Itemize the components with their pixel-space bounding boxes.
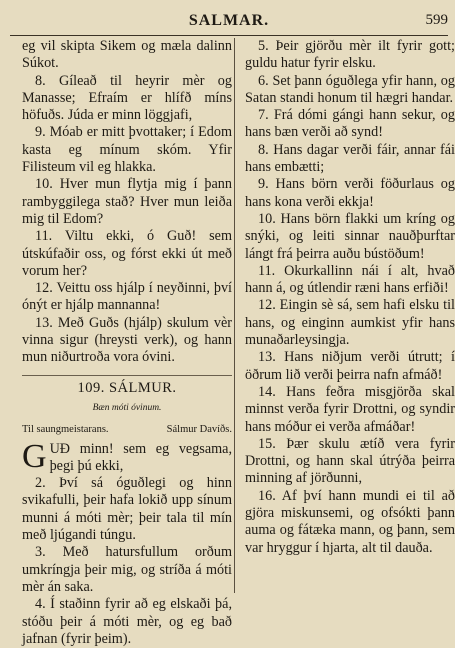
opening-verse (22, 437, 232, 476)
page-header (10, 12, 448, 34)
verse: eg vil skipta Sikem og mæla dalinn Súkot. (22, 38, 232, 72)
verse: 7. Frá dómi gángi hann sekur, og hans bæn verði að synd! (245, 107, 455, 141)
verse: 6. Set þann óguðlega yfir hann, og Satan standi honum til hægri handar. (245, 72, 455, 106)
verse: 2. Því sá óguðlegi og hinn svikafulli, þeir hafa lokið upp sínum munni á móti mèr; þeir tala til mín með ljúgandi túngu. (22, 475, 232, 544)
verse: 9. Móab er mitt þvottaker; í Edom kasta eg mínum skóm. Yfir Filisteum vil eg hlakka. (22, 124, 232, 176)
verse: 11. Viltu ekki, ó Guð! sem útskúfaðir oss, og fórst ekki út með vorum her? (22, 228, 232, 279)
verse: 10. Hver mun flytja mig í þann rambyggilega stað? Hver mun leiða mig til Edom? (22, 176, 232, 227)
drop-cap: G (22, 437, 47, 475)
verse: 4. Í staðinn fyrir að eg elskaði þá, stóðu þeir á móti mèr, og eg bað jafnan (fyrir þeim). (22, 596, 232, 647)
psalm-dedication (22, 421, 232, 438)
opening-verse-text: UÐ minn! sem eg vegsama, þegi þú ekki, (49, 440, 232, 474)
verse: 13. Með Guðs (hjálp) skulum vèr vinna sigur (hreysti verk), og hann mun niðurtroða vora óvini. (22, 314, 232, 366)
verse: 8. Hans dagar verði fáir, annar fái hans embætti; (245, 141, 455, 176)
psalm-subtitle: Bæn móti óvinum. (92, 402, 162, 413)
verse: 12. Veittu oss hjálp í neyðinni, því ónýt er hjálp mannanna! (22, 280, 232, 314)
verse: 15. Þær skulu ætíð vera fyrir Drottni, og hann skal útrýða þeirra minning af jörðunni, (245, 435, 455, 487)
header-rule (10, 35, 448, 36)
dedication-left: Til saungmeistarans. (22, 424, 109, 436)
running-title: SALMAR. (188, 12, 270, 29)
dedication-right: Sálmur Davíðs. (166, 424, 232, 436)
verse: 11. Okurkallinn nái í alt, hvað hann á, og útlendir ræni hans erfiði! (245, 262, 455, 297)
right-column (245, 38, 455, 557)
column-divider (234, 38, 235, 593)
verse: 12. Eingin sè sá, sem hafi elsku til hans, og einginn aumkist yfir hans munaðarleysingja. (245, 297, 455, 349)
verse: 9. Hans börn verði föðurlaus og hans kona verði ekkja! (245, 176, 455, 210)
left-column (22, 38, 232, 648)
page-number: 599 (425, 12, 448, 28)
verse: 16. Af því hann mundi ei til að gjöra miskunsemi, og ofsókti þann auma og fátæka mann, og þann, sem var hryggur í hjarta, alt til dauða. (245, 487, 455, 556)
psalm-heading: 109. SÁLMUR. (22, 375, 232, 397)
verse: 5. Þeir gjörðu mèr ilt fyrir gott; guldu hatur fyrir elsku. (245, 38, 455, 72)
verse: 8. Gíleað til heyrir mèr og Manasse; Efraím er hlífð míns höfuðs. Júda er minn löggjafi, (22, 72, 232, 124)
verse: 14. Hans feðra misgjörða skal minnst verða fyrir Drottni, og syndir hans móður ei verða afmáðar! (245, 383, 455, 435)
verse: 13. Hans niðjum verði útrutt; í öðrum lið verði þeirra nafn afmáð! (245, 349, 455, 383)
verse: 10. Hans börn flakki um kríng og snýki, og leiti sinnar nauðþurftar lángt frá þeirra auðu bústöðum! (245, 210, 455, 262)
verse: 3. Með hatursfullum orðum umkríngja þeir mig, og stríða á móti mèr án saka. (22, 544, 232, 595)
